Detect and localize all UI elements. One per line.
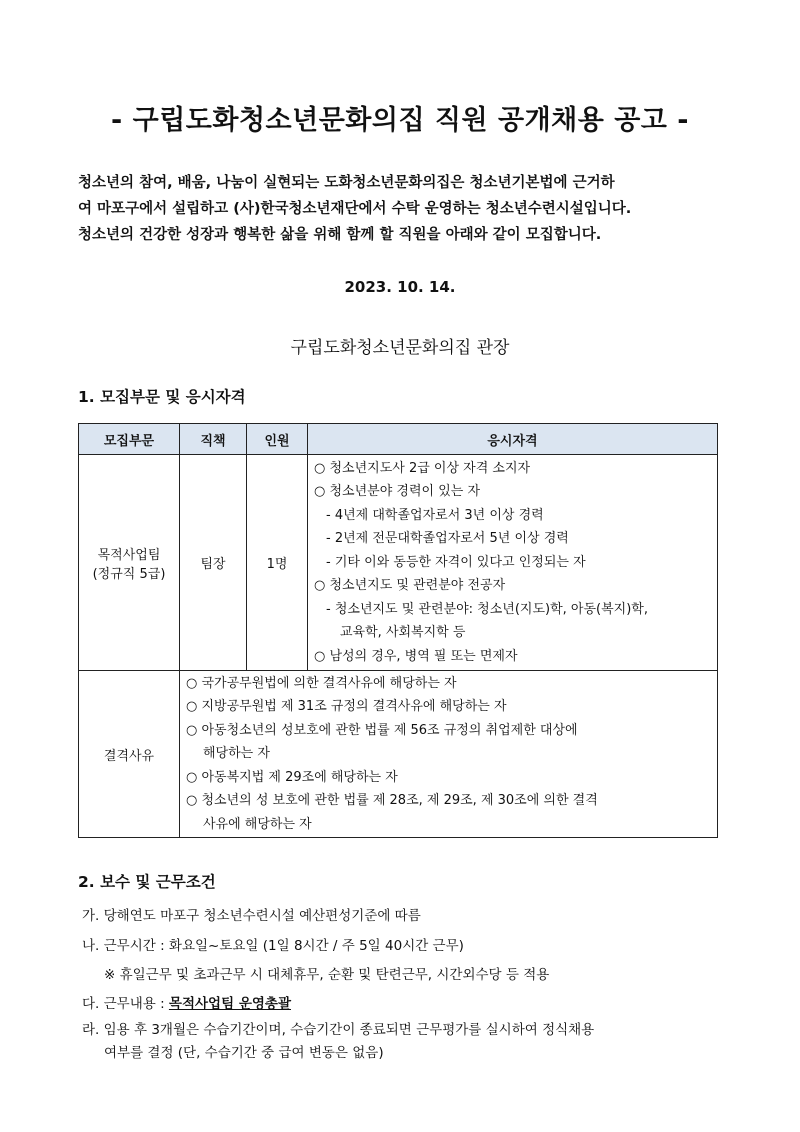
qualification-subitem: - 청소년지도 및 관련분야: 청소년(지도)학, 아동(복지)학, bbox=[326, 601, 649, 617]
count-cell: 1명 bbox=[247, 455, 308, 671]
qualification-subitem: - 4년제 대학졸업자로서 3년 이상 경력 bbox=[326, 507, 544, 523]
intro-line: 여 마포구에서 설립하고 (사)한국청소년재단에서 수탁 운영하는 청소년수련시설입니다. bbox=[78, 201, 632, 217]
qualification-subitem: - 기타 이와 동등한 자격이 있다고 인정되는 자 bbox=[326, 554, 586, 570]
qualification-subitem: - 2년제 전문대학졸업자로서 5년 이상 경력 bbox=[326, 531, 569, 547]
condition-da-prefix: 다. 근무내용 : bbox=[82, 996, 169, 1012]
disqualification-item-cont: 사유에 해당하는 자 bbox=[203, 816, 312, 832]
qualification-item: ○ 남성의 경우, 병역 필 또는 면제자 bbox=[314, 648, 518, 664]
condition-ra-cont: 여부를 결정 (단, 수습기간 중 급여 변동은 없음) bbox=[104, 1045, 384, 1061]
intro-line: 청소년의 참여, 배움, 나눔이 실현되는 도화청소년문화의집은 청소년기본법에 근거하 bbox=[78, 175, 615, 191]
dept-cell bbox=[79, 455, 180, 671]
header-dept: 모집부문 bbox=[79, 424, 180, 455]
condition-note: ※ 휴일근무 및 초과근무 시 대체휴무, 순환 및 탄련근무, 시간외수당 등 적용 bbox=[104, 967, 550, 983]
condition-ra: 라. 임용 후 3개월은 수습기간이며, 수습기간이 종료되면 근무평가를 실시하여 정식채용 bbox=[82, 1022, 595, 1038]
disqualification-item-cont: 해당하는 자 bbox=[203, 746, 270, 762]
disqualification-item: ○ 국가공무원법에 의한 결격사유에 해당하는 자 bbox=[186, 675, 457, 691]
disqualification-label: 결격사유 bbox=[79, 671, 180, 838]
section-1-title: 1. 모집부문 및 응시자격 bbox=[78, 388, 246, 406]
qualification-item: ○ 청소년지도사 2급 이상 자격 소지자 bbox=[314, 460, 531, 476]
intro-paragraph bbox=[78, 170, 728, 248]
table-row bbox=[79, 455, 718, 671]
qualification-item: ○ 청소년분야 경력이 있는 자 bbox=[314, 484, 481, 500]
recruitment-table bbox=[78, 423, 718, 838]
disqualification-item: ○ 청소년의 성 보호에 관한 법률 제 28조, 제 29조, 제 30조에 의한 결격 bbox=[186, 793, 598, 809]
disqualification-item: ○ 지방공무원법 제 31조 규정의 결격사유에 해당하는 자 bbox=[186, 699, 507, 715]
announcement-date: 2023. 10. 14. bbox=[344, 278, 456, 296]
disqualification-item: ○ 아동청소년의 성보호에 관한 법률 제 56조 규정의 취업제한 대상에 bbox=[186, 722, 578, 738]
qualifications-cell bbox=[308, 455, 718, 671]
disqualification-item: ○ 아동복지법 제 29조에 해당하는 자 bbox=[186, 769, 398, 785]
section-2-title: 2. 보수 및 근무조건 bbox=[78, 873, 216, 891]
condition-da bbox=[82, 992, 291, 1012]
dept-type: (정규직 5급) bbox=[92, 566, 166, 582]
position-cell: 팀장 bbox=[180, 455, 247, 671]
qualification-item: ○ 청소년지도 및 관련분야 전공자 bbox=[314, 578, 506, 594]
condition-na: 나. 근무시간 : 화요일~토요일 (1일 8시간 / 주 5일 40시간 근무) bbox=[82, 938, 464, 954]
disqualification-cell bbox=[180, 671, 718, 838]
organization-head: 구립도화청소년문화의집 관장 bbox=[290, 338, 510, 358]
dept-name: 목적사업팀 bbox=[97, 547, 161, 563]
header-position: 직책 bbox=[180, 424, 247, 455]
qualification-subitem-cont: 교육학, 사회복지학 등 bbox=[340, 625, 466, 641]
table-header-row bbox=[79, 424, 718, 455]
page-title: - 구립도화청소년문화의집 직원 공개채용 공고 - bbox=[111, 105, 689, 136]
intro-line: 청소년의 건강한 성장과 행복한 삶을 위해 함께 할 직원을 아래와 같이 모집합니다. bbox=[78, 227, 602, 243]
table-row bbox=[79, 671, 718, 838]
condition-ga: 가. 당해연도 마포구 청소년수련시설 예산편성기준에 따름 bbox=[82, 908, 421, 924]
condition-da-value: 목적사업팀 운영총괄 bbox=[168, 996, 291, 1012]
header-qualifications: 응시자격 bbox=[308, 424, 718, 455]
header-count: 인원 bbox=[247, 424, 308, 455]
